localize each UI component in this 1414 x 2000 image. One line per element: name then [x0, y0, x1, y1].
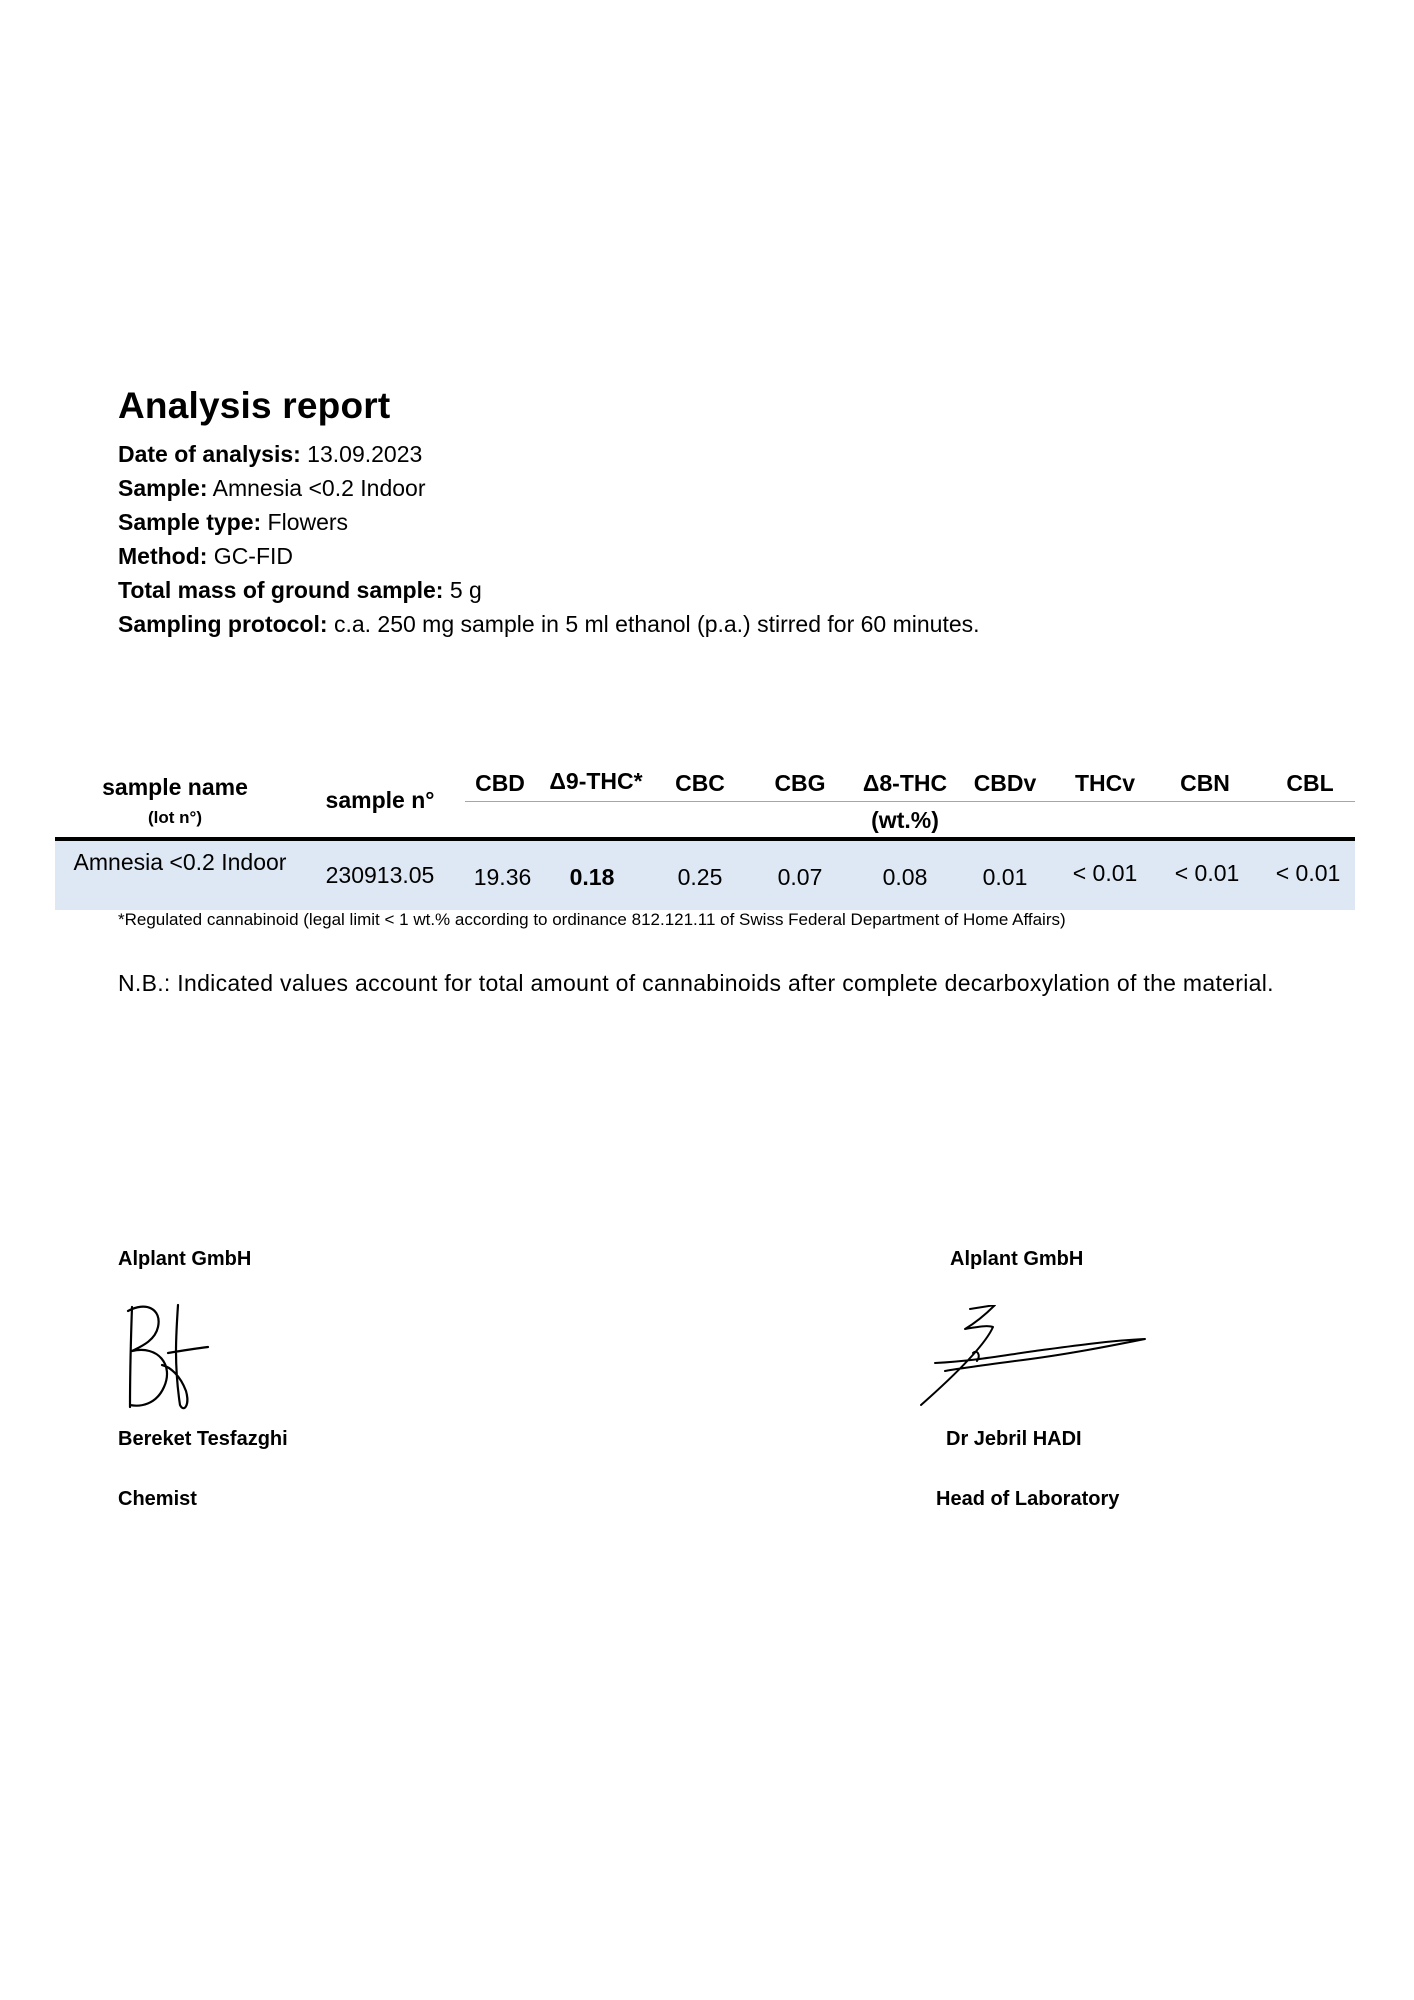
- value-cbn: < 0.01: [1174, 860, 1240, 886]
- col-header-d9-thc: Δ9-THC*: [549, 768, 643, 794]
- unit-divider-line: [465, 801, 1355, 802]
- field-label: Date of analysis:: [118, 441, 301, 467]
- sample-type-field: [118, 505, 348, 539]
- value-cbc: 0.25: [677, 864, 723, 890]
- col-header-cbg: CBG: [774, 770, 826, 796]
- lot-header: (lot n°): [148, 808, 202, 827]
- regulation-footnote: *Regulated cannabinoid (legal limit < 1 wt.% according to ordinance 812.121.11 of Swiss Federal Department of Home Affairs): [118, 910, 1066, 929]
- row-sample-name: Amnesia <0.2 Indoor: [73, 849, 287, 875]
- col-header-cbd: CBD: [475, 770, 525, 796]
- field-value: GC-FID: [207, 543, 294, 569]
- date-of-analysis: [118, 437, 422, 471]
- col-header-cbl: CBL: [1286, 770, 1334, 796]
- right-signatory-name: Dr Jebril HADI: [946, 1428, 1082, 1450]
- table-header-rule: [55, 837, 1355, 841]
- value-d9-thc: 0.18: [569, 864, 615, 890]
- value-cbl: < 0.01: [1275, 860, 1341, 886]
- value-cbdv: 0.01: [982, 864, 1028, 890]
- sample-no-header: sample n°: [325, 787, 435, 813]
- field-label: Method:: [118, 543, 208, 569]
- decarboxylation-note: N.B.: Indicated values account for total amount of cannabinoids after complete decarboxylation of the material.: [118, 970, 1274, 996]
- value-d8-thc: 0.08: [882, 864, 928, 890]
- sample-field: [118, 471, 426, 505]
- sample-name-header: sample name: [102, 774, 248, 800]
- right-signature-image: [915, 1305, 1155, 1415]
- right-signatory-role: Head of Laboratory: [936, 1488, 1120, 1510]
- value-cbd: 19.36: [473, 864, 532, 890]
- left-signatory-role: Chemist: [118, 1488, 197, 1510]
- col-header-cbc: CBC: [675, 770, 725, 796]
- sampling-protocol-field: [118, 607, 980, 641]
- left-signatory-name: Bereket Tesfazghi: [118, 1428, 288, 1450]
- right-signature-org: Alplant GmbH: [950, 1248, 1084, 1270]
- left-signature-image: [118, 1295, 228, 1415]
- field-value: c.a. 250 mg sample in 5 ml ethanol (p.a.) stirred for 60 minutes.: [327, 611, 980, 637]
- field-label: Sample type:: [118, 509, 262, 535]
- col-header-thcv: THCv: [1074, 770, 1136, 796]
- field-value: 5 g: [443, 577, 482, 603]
- field-label: Sampling protocol:: [118, 611, 328, 637]
- field-label: Total mass of ground sample:: [118, 577, 444, 603]
- value-cbg: 0.07: [777, 864, 823, 890]
- col-header-cbdv: CBDv: [973, 770, 1037, 796]
- method-field: [118, 539, 293, 573]
- left-signature-org: Alplant GmbH: [118, 1248, 252, 1270]
- col-header-d8-thc: Δ8-THC: [862, 770, 948, 796]
- unit-header: (wt.%): [871, 807, 939, 833]
- report-title: Analysis report: [118, 385, 391, 426]
- col-header-cbn: CBN: [1180, 770, 1230, 796]
- field-value: Amnesia <0.2 Indoor: [207, 475, 426, 501]
- field-label: Sample:: [118, 475, 208, 501]
- row-sample-no: 230913.05: [325, 862, 435, 888]
- value-thcv: < 0.01: [1072, 860, 1138, 886]
- total-mass-field: [118, 573, 482, 607]
- field-value: 13.09.2023: [300, 441, 423, 467]
- field-value: Flowers: [261, 509, 349, 535]
